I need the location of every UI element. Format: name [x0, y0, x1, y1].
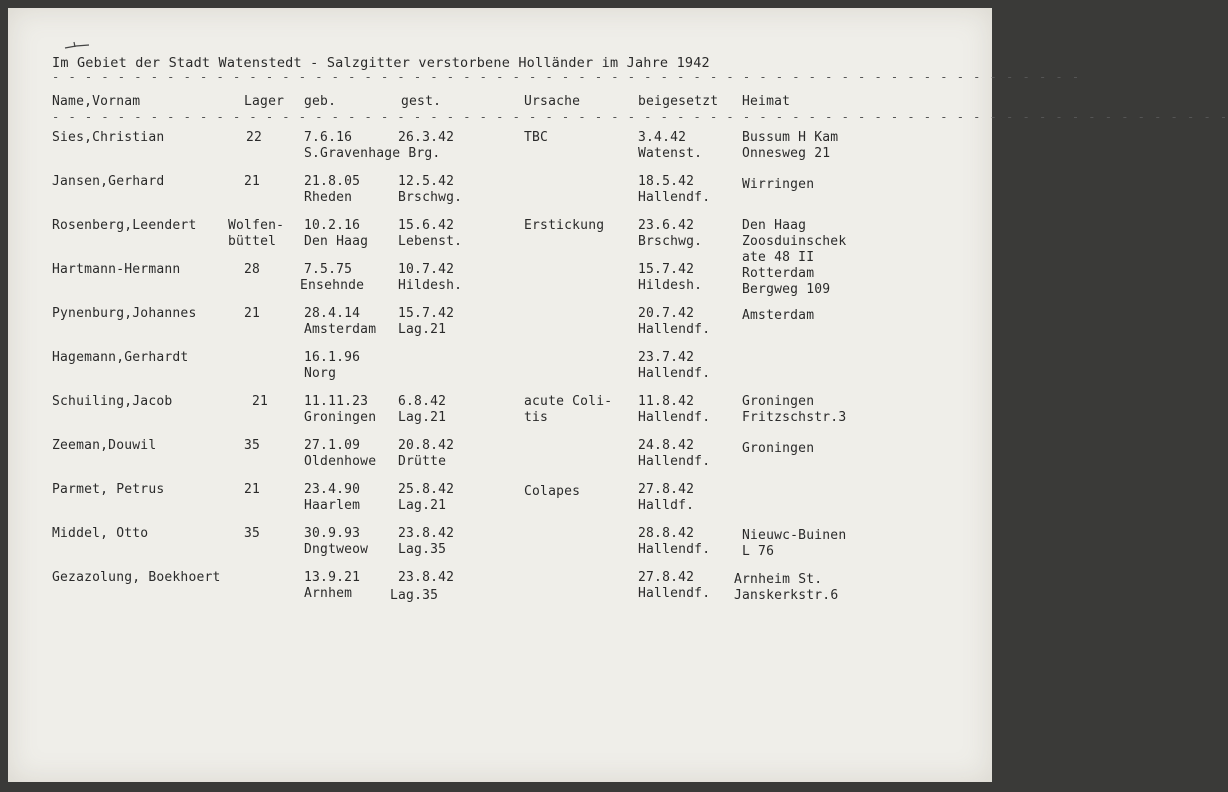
row-beigesetzt-place: Hallendf.	[638, 454, 711, 469]
row-gest-date: 15.7.42	[398, 306, 455, 321]
row-heimat-2: Fritzschstr.3	[742, 410, 847, 425]
header-geb: geb.	[304, 94, 337, 109]
pencil-mark-icon	[64, 40, 90, 50]
row-beigesetzt-date: 11.8.42	[638, 394, 695, 409]
row-name: Hartmann-Hermann	[52, 262, 181, 277]
row-heimat-1: Nieuwc-Buinen	[742, 528, 847, 543]
row-heimat-1: Bussum H Kam	[742, 130, 839, 145]
row-gest-place: Drütte	[398, 454, 447, 469]
row-geb-place: Ensehnde	[300, 278, 365, 293]
row-beigesetzt-date: 28.8.42	[638, 526, 695, 541]
title-underline: - - - - - - - - - - - - - - - - - - - - - - - - - - - - - - - - - - - - - - - - - - - - - - - - - - - - - - - - - - - - - - -	[52, 70, 1081, 84]
header-name: Name,Vornam	[52, 94, 141, 109]
row-beigesetzt-place: Halldf.	[638, 498, 695, 513]
row-beigesetzt-date: 27.8.42	[638, 570, 695, 585]
row-ursache: Erstickung	[524, 218, 605, 233]
document-title: Im Gebiet der Stadt Watenstedt - Salzgitter verstorbene Holländer im Jahre 1942	[52, 55, 710, 71]
row-heimat-1: Rotterdam	[742, 266, 815, 281]
row-geb-place: Amsterdam	[304, 322, 377, 337]
row-gest-place: Lag.35	[390, 588, 439, 603]
row-beigesetzt-place: Brschwg.	[638, 234, 703, 249]
row-name: Gezazolung, Boekhoert	[52, 570, 221, 585]
row-name: Sies,Christian	[52, 130, 165, 145]
row-beigesetzt-date: 15.7.42	[638, 262, 695, 277]
row-name: Schuiling,Jacob	[52, 394, 173, 409]
document-sheet	[8, 8, 1228, 782]
row-lager: 21	[252, 394, 269, 409]
row-lager: 22	[246, 130, 263, 145]
header-heimat: Heimat	[742, 94, 791, 109]
row-gest-date: 12.5.42	[398, 174, 455, 189]
row-heimat-1: Den Haag	[742, 218, 807, 233]
row-heimat-1: Amsterdam	[742, 308, 815, 323]
row-lager: 28	[244, 262, 261, 277]
row-geb-place: Groningen	[304, 410, 377, 425]
row-gest-place: Lebenst.	[398, 234, 463, 249]
row-beigesetzt-date: 23.6.42	[638, 218, 695, 233]
row-geb-place: Den Haag	[304, 234, 369, 249]
row-geb-date: 23.4.90	[304, 482, 361, 497]
row-name: Rosenberg,Leendert	[52, 218, 197, 233]
row-geb-place: Dngtweow	[304, 542, 369, 557]
row-name: Pynenburg,Johannes	[52, 306, 197, 321]
row-geb-place: Rheden	[304, 190, 353, 205]
row-heimat-1: Groningen	[742, 394, 815, 409]
row-name: Hagemann,Gerhardt	[52, 350, 189, 365]
row-lager: 21	[244, 482, 261, 497]
header-lager: Lager	[244, 94, 285, 109]
row-heimat-3: ate 48 II	[742, 250, 815, 265]
row-lager: Wolfen- büttel	[228, 218, 285, 249]
row-gest-place: Lag.21	[398, 410, 447, 425]
row-name: Parmet, Petrus	[52, 482, 165, 497]
row-ursache-2: tis	[524, 410, 549, 425]
row-ursache-1: acute Coli-	[524, 394, 613, 409]
row-heimat-2: Zoosduinschek	[742, 234, 847, 249]
row-beigesetzt-place: Hallendf.	[638, 410, 711, 425]
row-lager: 35	[244, 438, 261, 453]
row-gest-place: Brschwg.	[398, 190, 463, 205]
row-beigesetzt-date: 24.8.42	[638, 438, 695, 453]
row-gest-place: Lag.21	[398, 322, 447, 337]
row-beigesetzt-place: Hallendf.	[638, 322, 711, 337]
header-underline: - - - - - - - - - - - - - - - - - - - - - - - - - - - - - - - - - - - - - - - - - - - - - - - - - - - - - - - - - - - - - - - - - - - - - - - -	[52, 110, 1228, 124]
row-lager: 35	[244, 526, 261, 541]
row-gest-date: 10.7.42	[398, 262, 455, 277]
row-heimat-1: Arnheim St.	[734, 572, 823, 587]
row-heimat-1: Wirringen	[742, 177, 815, 192]
row-beigesetzt-place: Watenst.	[638, 146, 703, 161]
row-beigesetzt-place: Hallendf.	[638, 586, 711, 601]
row-gest-date: 20.8.42	[398, 438, 455, 453]
row-geb-place: Haarlem	[304, 498, 361, 513]
row-beigesetzt-place: Hallendf.	[638, 190, 711, 205]
row-gest-date: 23.8.42	[398, 570, 455, 585]
row-ursache: Colapes	[524, 484, 581, 499]
row-heimat-1: Groningen	[742, 441, 815, 456]
row-geb-place: S.Gravenhage Brg.	[304, 146, 441, 161]
row-gest-date: 26.3.42	[398, 130, 455, 145]
row-beigesetzt-place: Hallendf.	[638, 366, 711, 381]
row-geb-date: 30.9.93	[304, 526, 361, 541]
row-geb-date: 7.6.16	[304, 130, 353, 145]
row-geb-place: Norg	[304, 366, 337, 381]
row-gest-date: 23.8.42	[398, 526, 455, 541]
row-beigesetzt-place: Hildesh.	[638, 278, 703, 293]
row-geb-date: 21.8.05	[304, 174, 361, 189]
row-geb-date: 27.1.09	[304, 438, 361, 453]
row-gest-date: 6.8.42	[398, 394, 447, 409]
row-ursache: TBC	[524, 130, 549, 145]
header-gest: gest.	[401, 94, 442, 109]
row-gest-date: 15.6.42	[398, 218, 455, 233]
row-geb-date: 28.4.14	[304, 306, 361, 321]
row-beigesetzt-date: 27.8.42	[638, 482, 695, 497]
row-geb-date: 13.9.21	[304, 570, 361, 585]
row-name: Jansen,Gerhard	[52, 174, 165, 189]
row-gest-date: 25.8.42	[398, 482, 455, 497]
row-lager: 21	[244, 306, 261, 321]
row-geb-date: 7.5.75	[304, 262, 353, 277]
row-name: Middel, Otto	[52, 526, 149, 541]
row-gest-place: Lag.21	[398, 498, 447, 513]
row-geb-place: Oldenhowe	[304, 454, 377, 469]
row-beigesetzt-date: 23.7.42	[638, 350, 695, 365]
row-lager: 21	[244, 174, 261, 189]
row-beigesetzt-date: 3.4.42	[638, 130, 687, 145]
row-beigesetzt-date: 18.5.42	[638, 174, 695, 189]
header-beigesetzt: beigesetzt	[638, 94, 719, 109]
row-beigesetzt-date: 20.7.42	[638, 306, 695, 321]
row-gest-place: Hildesh.	[398, 278, 463, 293]
row-geb-date: 10.2.16	[304, 218, 361, 233]
row-geb-date: 16.1.96	[304, 350, 361, 365]
row-geb-place: Arnhem	[304, 586, 353, 601]
row-geb-date: 11.11.23	[304, 394, 369, 409]
row-heimat-2: Janskerkstr.6	[734, 588, 839, 603]
row-heimat-2: Bergweg 109	[742, 282, 831, 297]
row-heimat-2: Onnesweg 21	[742, 146, 831, 161]
row-heimat-2: L 76	[742, 544, 775, 559]
row-name: Zeeman,Douwil	[52, 438, 157, 453]
header-ursache: Ursache	[524, 94, 581, 109]
row-gest-place: Lag.35	[398, 542, 447, 557]
row-beigesetzt-place: Hallendf.	[638, 542, 711, 557]
